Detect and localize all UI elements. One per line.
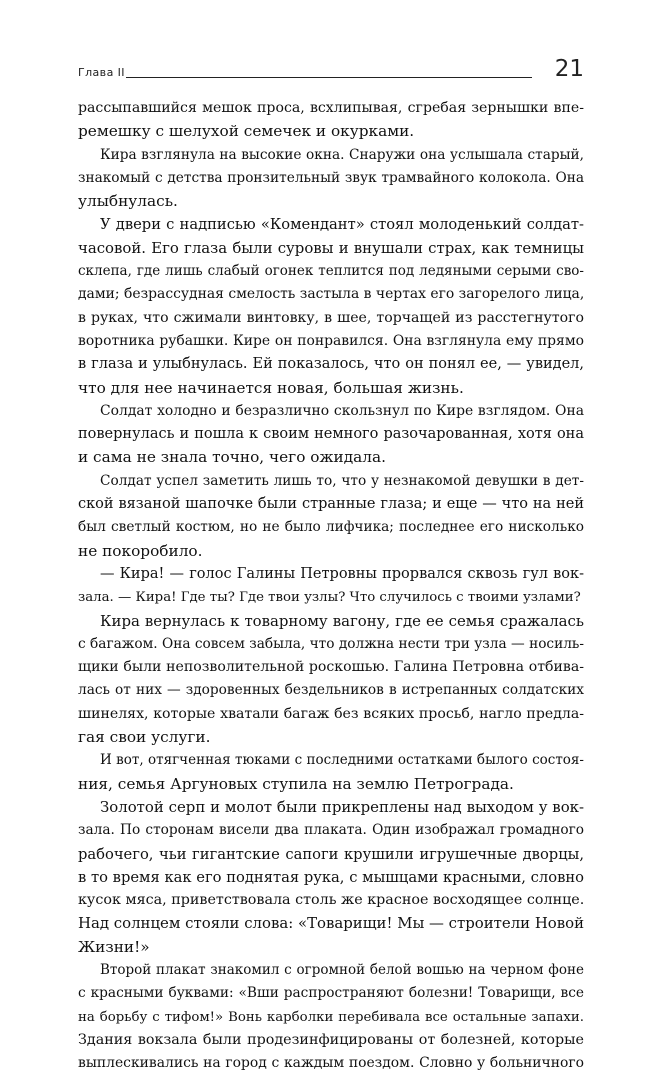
text-line: Здания вокзала были продезинфицированы от болезней, которые bbox=[78, 1031, 584, 1048]
paragraph bbox=[78, 213, 584, 399]
text-line: воротника рубашки. Кире он понравился. Она взглянула ему прямо bbox=[78, 332, 584, 349]
running-head bbox=[78, 55, 584, 85]
paragraph bbox=[78, 144, 584, 214]
paragraph bbox=[78, 796, 584, 959]
text-line: рассыпавшийся мешок проса, всхлипывая, сгребая зернышки впе- bbox=[78, 100, 584, 116]
text-line: склепа, где лишь слабый огонек теплится под ледяными серыми сво- bbox=[78, 263, 584, 280]
text-line: кусок мяса, приветствовала столь же красное восходящее солнце. bbox=[78, 892, 584, 909]
header-rule bbox=[126, 77, 532, 78]
text-line: ской вязаной шапочке были странные глаза; и еще — что на ней bbox=[78, 496, 584, 513]
text-line: Над солнцем стояли слова: «Товарищи! Мы — строители Новой bbox=[78, 914, 584, 933]
paragraph bbox=[78, 563, 584, 610]
text-line: ремешку с шелухой семечек и окурками. bbox=[78, 122, 415, 141]
text-line: часовой. Его глаза были суровы и внушали страх, как темницы bbox=[78, 238, 584, 257]
text-line: зала. — Кира! Где ты? Где твои узлы? Что случилось с твоими узлами? bbox=[78, 590, 581, 606]
text-line: лась от них — здоровенных бездельников в истрепанных солдатских bbox=[78, 682, 584, 699]
text-line: с багажом. Она совсем забыла, что должна нести три узла — носиль- bbox=[78, 635, 584, 652]
text-line: Золотой серп и молот были прикреплены над выходом у вок- bbox=[100, 797, 584, 816]
paragraph bbox=[78, 97, 584, 144]
text-line: — Кира! — голос Галины Петровны прорвался сквозь гул вок- bbox=[100, 565, 584, 582]
text-line: У двери с надписью «Комендант» стоял молоденький солдат- bbox=[100, 216, 584, 234]
text-line: Солдат холодно и безразлично скользнул по Кире взглядом. Она bbox=[100, 402, 584, 419]
chapter-label: Глава II bbox=[78, 66, 125, 79]
text-line: И вот, отягченная тюками с последними остатками былого состоя- bbox=[100, 752, 584, 769]
text-line: с красными буквами: «Вши распространяют болезни! Товарищи, все bbox=[78, 985, 584, 1002]
paragraph bbox=[78, 470, 584, 563]
text-line: повернулась и пошла к своим немного разочарованная, хотя она bbox=[78, 426, 584, 443]
paragraph bbox=[78, 959, 584, 1075]
text-line: в руках, что сжимали винтовку, в шее, торчащей из расстегнутого bbox=[78, 309, 584, 326]
text-line: Кира взглянула на высокие окна. Снаружи она услышала старый, bbox=[100, 146, 584, 163]
text-line: ния, семья Аргуновых ступила на землю Петрограда. bbox=[78, 774, 514, 793]
text-line: Жизни!» bbox=[78, 937, 150, 956]
text-line: улыбнулась. bbox=[78, 192, 178, 211]
paragraph bbox=[78, 749, 584, 796]
text-body bbox=[78, 97, 584, 1075]
text-line: шинелях, которые хватали багаж без всяких просьб, нагло предла- bbox=[78, 705, 584, 722]
text-line: в то время как его поднятая рука, с мышцами красными, словно bbox=[78, 868, 584, 886]
text-line: Солдат успел заметить лишь то, что у незнакомой девушки в дет- bbox=[100, 472, 584, 489]
paragraph bbox=[78, 610, 584, 750]
paragraph bbox=[78, 400, 584, 470]
text-line: гая свои услуги. bbox=[78, 728, 211, 747]
text-line: в глаза и улыбнулась. Ей показалось, что он понял ее, — увидел, bbox=[78, 356, 584, 373]
text-line: Второй плакат знакомил с огромной белой вошью на черном фоне bbox=[100, 961, 584, 978]
text-line: был светлый костюм, но не было лифчика; последнее его нисколько bbox=[78, 519, 584, 536]
text-line: щики были непозволительной роскошью. Галина Петровна отбива- bbox=[78, 659, 584, 676]
text-line: Кира вернулась к товарному вагону, где ее семья сражалась bbox=[100, 611, 584, 630]
text-line: не покоробило. bbox=[78, 541, 203, 560]
text-line: знакомый с детства пронзительный звук трамвайного колокола. Она bbox=[78, 169, 584, 186]
text-line: выплескивались на город с каждым поездом. Словно у больничного bbox=[78, 1055, 584, 1072]
text-line: что для нее начинается новая, большая жизнь. bbox=[78, 378, 464, 397]
page-number: 21 bbox=[554, 56, 584, 82]
text-line: рабочего, чьи гигантские сапоги крушили игрушечные дворцы, bbox=[78, 845, 584, 863]
text-line: зала. По сторонам висели два плаката. Один изображал громадного bbox=[78, 822, 584, 839]
text-line: дами; безрассудная смелость застыла в чертах его загорелого лица, bbox=[78, 286, 584, 303]
text-line: и сама не знала точно, чего ожидала. bbox=[78, 448, 386, 467]
text-line: на борьбу с тифом!» Вонь карболки перебивала все остальные запахи. bbox=[78, 1009, 584, 1025]
